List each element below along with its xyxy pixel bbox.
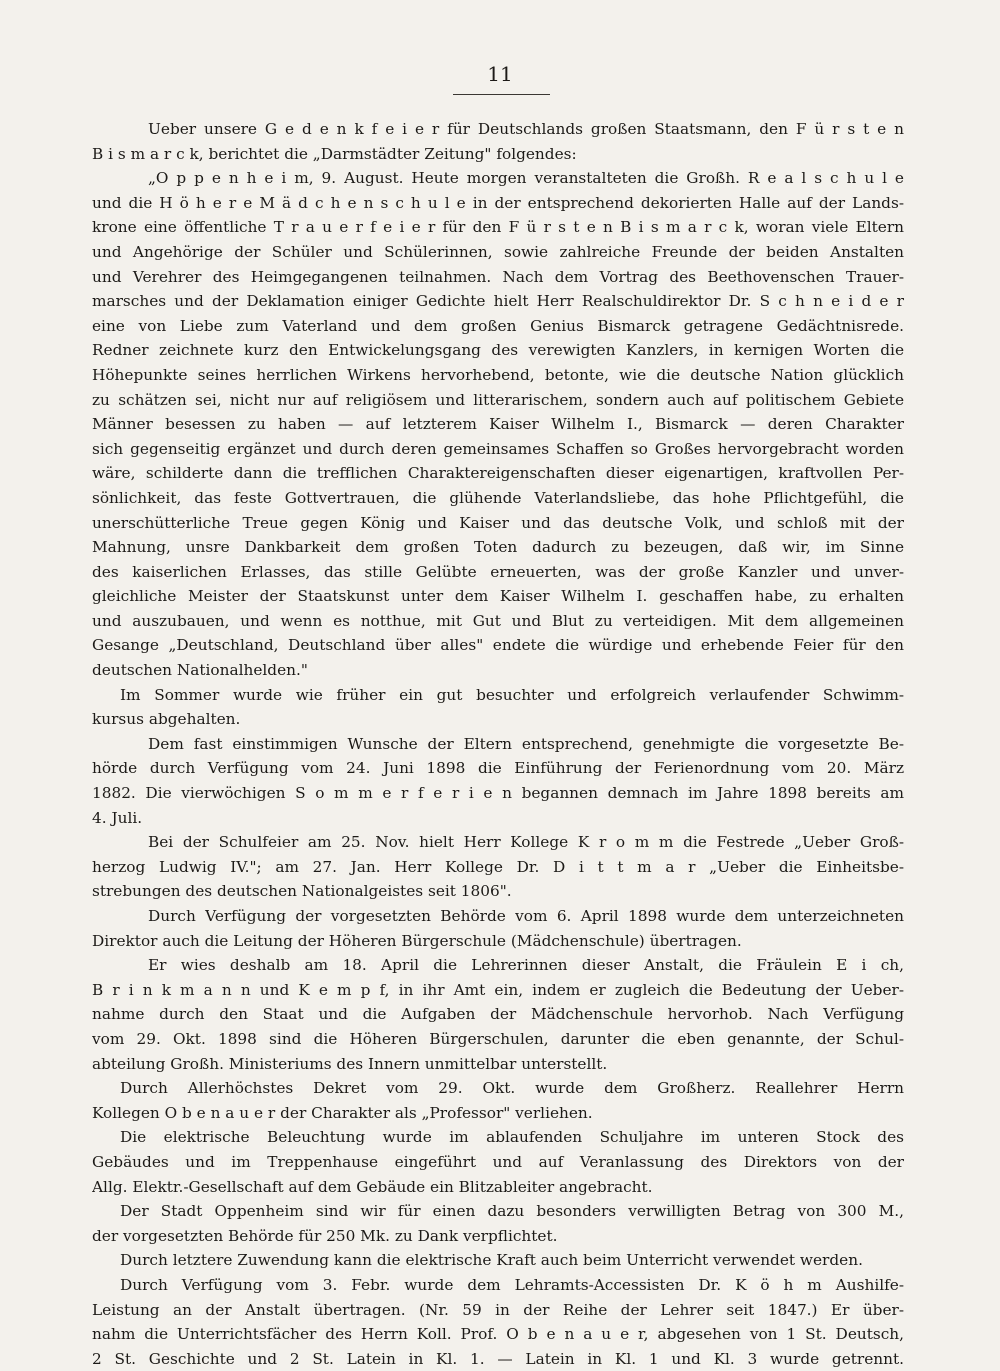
text-line: herzog Ludwig IV."; am 27. Jan. Herr Kollege Dr. D i t t m a r „Ueber die Einheitsbe-	[92, 857, 904, 876]
text-line: abteilung Großh. Ministeriums des Innern unmittelbar unterstellt.	[92, 1054, 608, 1073]
text-line: „O p p e n h e i m, 9. August. Heute morgen veranstalteten die Großh. R e a l s c h u l e	[148, 169, 904, 188]
text-line: Dem fast einstimmigen Wunsche der Eltern entsprechend, genehmigte die vorgesetzte Be-	[148, 734, 904, 753]
text-line: eine von Liebe zum Vaterland und dem großen Genius Bismarck getragene Gedächtnisrede.	[92, 316, 904, 335]
text-line: Leistung an der Anstalt übertragen. (Nr. 59 in der Reihe der Lehrer seit 1847.) Er über-	[92, 1300, 904, 1319]
text-line: Mahnung, unsre Dankbarkeit dem großen Toten dadurch zu bezeugen, daß wir, im Sinne	[92, 538, 904, 557]
text-line: Durch Verfügung vom 3. Febr. wurde dem Lehramts-Accessisten Dr. K ö h m Aushilfe-	[120, 1275, 904, 1294]
text-line: 4. Juli.	[92, 808, 143, 827]
text-line: der vorgesetzten Behörde für 250 Mk. zu Dank verpflichtet.	[92, 1226, 558, 1245]
page-number: 11	[487, 62, 513, 86]
text-line: sönlichkeit, das feste Gottvertrauen, die glühende Vaterlandsliebe, das hohe Pflichtgefühl, die	[92, 488, 904, 507]
text-line: strebungen des deutschen Nationalgeistes seit 1806".	[92, 882, 512, 901]
text-line: und auszubauen, und wenn es notthue, mit Gut und Blut zu verteidigen. Mit dem allgemeinen	[92, 611, 904, 630]
text-line: Redner zeichnete kurz den Entwickelungsgang des verewigten Kanzlers, in kernigen Worten die	[92, 341, 904, 360]
text-line: Männer besessen zu haben — auf letzterem Kaiser Wilhelm I., Bismarck — deren Charakter	[92, 415, 904, 434]
text-line: Durch Allerhöchstes Dekret vom 29. Okt. wurde dem Großherz. Reallehrer Herrn	[120, 1079, 904, 1098]
text-line: Kollegen O b e n a u e r der Charakter als „Professor" verliehen.	[92, 1103, 593, 1122]
text-line: Im Sommer wurde wie früher ein gut besuchter und erfolgreich verlaufender Schwimm-	[120, 685, 904, 704]
text-line: kursus abgehalten.	[92, 710, 241, 729]
text-line: gleichliche Meister der Staatskunst unter dem Kaiser Wilhelm I. geschaffen habe, zu erhalten	[92, 587, 904, 606]
text-line: sich gegenseitig ergänzet und durch deren gemeinsames Schaffen so Großes hervorgebracht worden	[92, 439, 904, 458]
text-line: Ueber unsere G e d e n k f e i e r für Deutschlands großen Staatsmann, den F ü r s t e n	[148, 120, 904, 138]
text-line: Die elektrische Beleuchtung wurde im ablaufenden Schuljahre im unteren Stock des	[120, 1128, 904, 1147]
text-line: B r i n k m a n n und K e m p f, in ihr Amt ein, indem er zugleich die Bedeutung der Ueber-	[92, 980, 904, 999]
text-line: unerschütterliche Treue gegen König und Kaiser und das deutsche Volk, und schloß mit der	[92, 513, 904, 532]
text-line: des kaiserlichen Erlasses, das stille Gelübte erneuerten, was der große Kanzler und unver-	[92, 562, 904, 581]
text-line: Höhepunkte seines herrlichen Wirkens hervorhebend, betonte, wie die deutsche Nation glücklich	[92, 365, 904, 384]
text-line: Er wies deshalb am 18. April die Lehrerinnen dieser Anstalt, die Fräulein E i ch,	[148, 956, 904, 975]
text-line: Durch Verfügung der vorgesetzten Behörde vom 6. April 1898 wurde dem unterzeichneten	[148, 907, 904, 925]
text-line: und die H ö h e r e M ä d c h e n s c h u l e in der entsprechend dekorierten Halle auf der Lands-	[92, 193, 904, 212]
text-line: Durch letztere Zuwendung kann die elektrische Kraft auch beim Unterricht verwendet werden.	[120, 1251, 863, 1270]
text-line: Gebäudes und im Treppenhause eingeführt und auf Veranlassung des Direktors von der	[92, 1152, 904, 1171]
header-rule	[453, 94, 550, 95]
text-line: deutschen Nationalhelden."	[92, 661, 308, 680]
text-line: wäre, schilderte dann die trefflichen Charaktereigenschaften dieser eigenartigen, kraftvollen Per-	[92, 464, 904, 483]
text-line: nahm die Unterrichtsfächer des Herrn Koll. Prof. O b e n a u e r, abgesehen von 1 St. Deutsch,	[92, 1325, 904, 1344]
text-line: Allg. Elektr.-Gesellschaft auf dem Gebäude ein Blitzableiter angebracht.	[92, 1177, 653, 1196]
text-line: Direktor auch die Leitung der Höheren Bürgerschule (Mädchenschule) übertragen.	[92, 931, 742, 950]
text-line: krone eine öffentliche T r a u e r f e i e r für den F ü r s t e n B i s m a r c k, woran viele Eltern	[92, 218, 904, 237]
text-line: nahme durch den Staat und die Aufgaben der Mädchenschule hervorhob. Nach Verfügung	[92, 1005, 904, 1024]
text-line: B i s m a r c k, berichtet die „Darmstädter Zeitung" folgendes:	[92, 144, 577, 163]
body-text	[92, 117, 904, 1371]
text-line: Bei der Schulfeier am 25. Nov. hielt Herr Kollege K r o m m die Festrede „Ueber Groß-	[148, 833, 904, 852]
text-line: und Verehrer des Heimgegangenen teilnahmen. Nach dem Vortrag des Beethovenschen Trauer-	[92, 267, 904, 286]
text-line: Der Stadt Oppenheim sind wir für einen dazu besonders verwilligten Betrag von 300 M.,	[120, 1202, 904, 1221]
text-line: marsches und der Deklamation einiger Gedichte hielt Herr Realschuldirektor Dr. S c h n e i d e r	[92, 292, 904, 311]
text-line: zu schätzen sei, nicht nur auf religiösem und litterarischem, sondern auch auf politischem Gebiete	[92, 390, 904, 409]
text-line: hörde durch Verfügung vom 24. Juni 1898 die Einführung der Ferienordnung vom 20. März	[92, 759, 904, 778]
text-line: 1882. Die vierwöchigen S o m m e r f e r i e n begannen demnach im Jahre 1898 bereits am	[92, 784, 904, 803]
text-line: 2 St. Geschichte und 2 St. Latein in Kl. 1. — Latein in Kl. 1 und Kl. 3 wurde getrennt.	[92, 1349, 904, 1368]
text-line: Gesange „Deutschland, Deutschland über alles" endete die würdige und erhebende Feier für den	[92, 636, 904, 655]
text-line: und Angehörige der Schüler und Schülerinnen, sowie zahlreiche Freunde der beiden Anstalten	[92, 242, 904, 261]
text-line: vom 29. Okt. 1898 sind die Höheren Bürgerschulen, darunter die eben genannte, der Schul-	[92, 1029, 904, 1048]
